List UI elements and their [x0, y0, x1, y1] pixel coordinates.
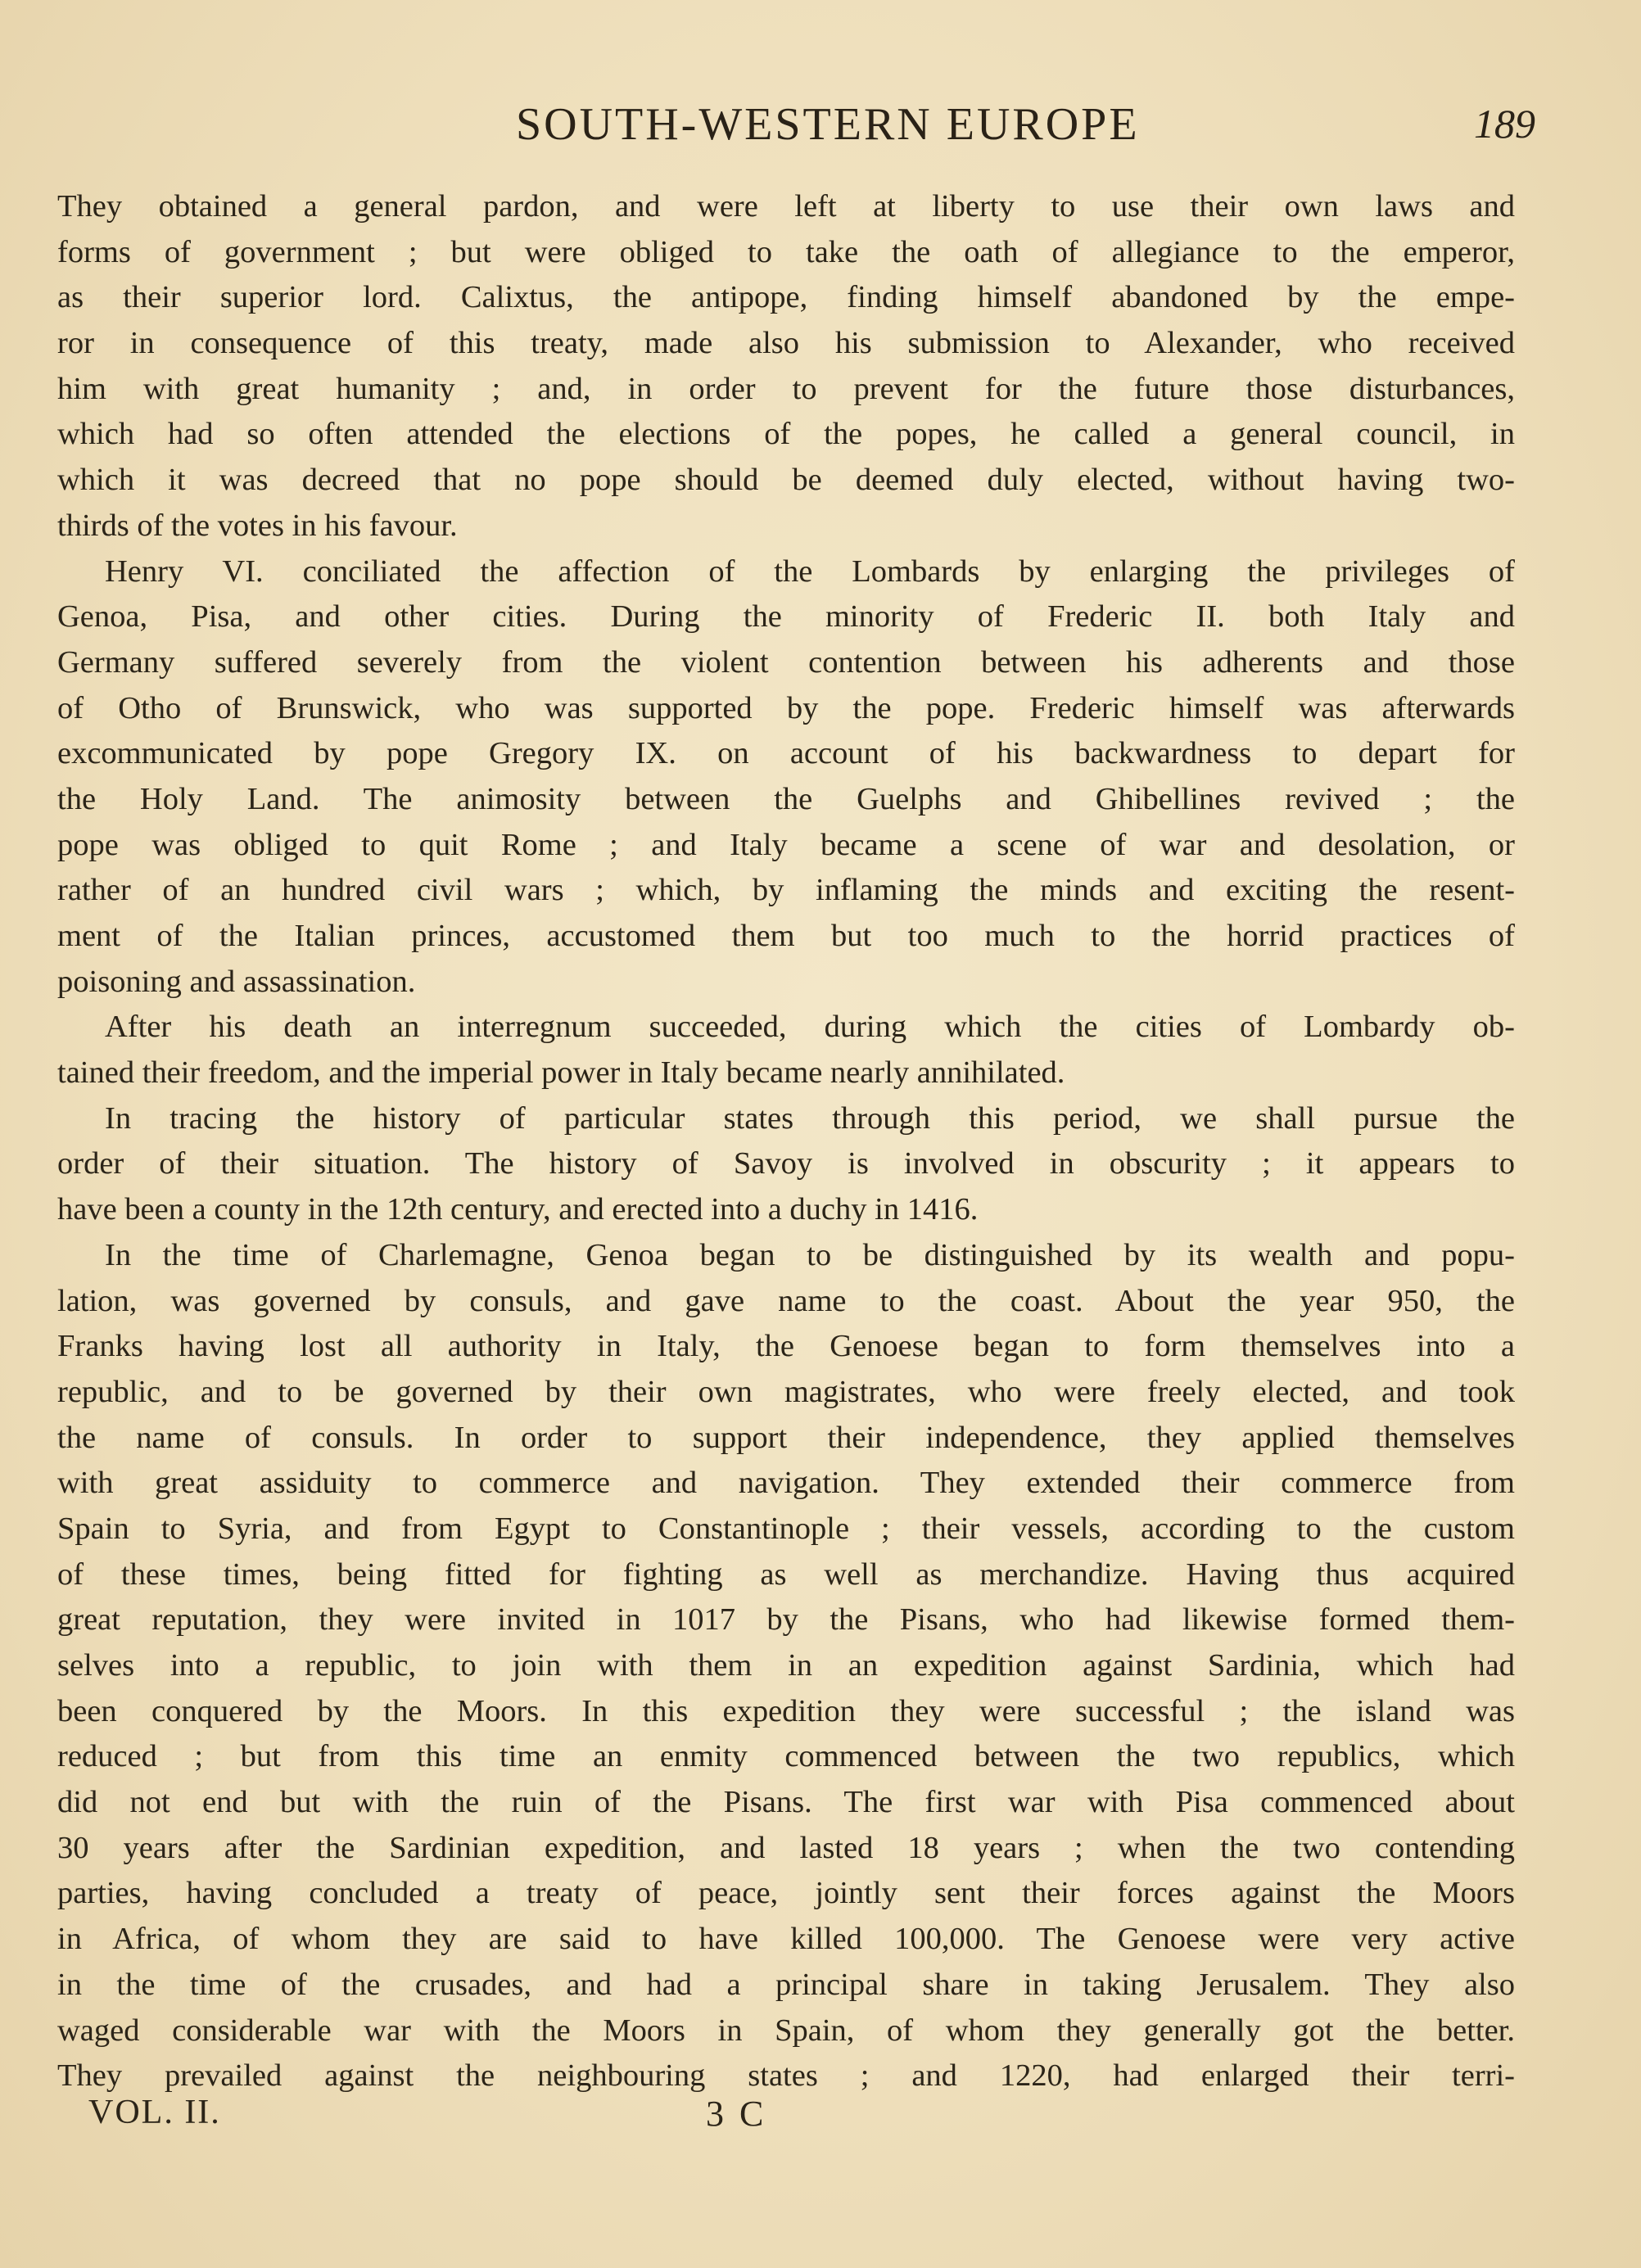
text-line: thirds of the votes in his favour. [57, 508, 458, 543]
text-line: In the time of Charlemagne, Genoa began to be distinguished by its wealth and popu- [105, 1237, 1515, 1272]
text-line: of these times, being fitted for fighting as well as merchandize. Having thus acquired [57, 1556, 1515, 1592]
volume-label: VOL. II. [88, 2094, 221, 2131]
text-line: waged considerable war with the Moors in Spain, of whom they generally got the better. [57, 2013, 1515, 2048]
text-line: excommunicated by pope Gregory IX. on account of his backwardness to depart for [57, 736, 1515, 771]
text-line: republic, and to be governed by their own magistrates, who were freely elected, and took [57, 1374, 1515, 1409]
text-line: They obtained a general pardon, and were left at liberty to use their own laws and [57, 189, 1515, 224]
text-line: which had so often attended the elections of the popes, he called a general council, in [57, 417, 1515, 452]
text-line: did not end but with the ruin of the Pisans. The first war with Pisa commenced about [57, 1785, 1515, 1820]
text-line: as their superior lord. Calixtus, the antipope, finding himself abandoned by the empe- [57, 280, 1515, 315]
page-title: SOUTH-WESTERN EUROPE [516, 99, 1140, 150]
text-line: the Holy Land. The animosity between the Guelphs and Ghibellines revived ; the [57, 781, 1515, 816]
text-line: parties, having concluded a treaty of peace, jointly sent their forces against the Moors [57, 1876, 1515, 1911]
text-line: selves into a republic, to join with them in an expedition against Sardinia, which had [57, 1648, 1515, 1683]
signature-mark: 3 C [706, 2094, 767, 2134]
text-line: poisoning and assassination. [57, 964, 416, 999]
text-line: Spain to Syria, and from Egypt to Constantinople ; their vessels, according to the custom [57, 1511, 1515, 1546]
page-number: 189 [1474, 101, 1535, 147]
text-line: Henry VI. conciliated the affection of the Lombards by enlarging the privileges of [105, 553, 1515, 589]
text-line: ror in consequence of this treaty, made also his submission to Alexander, who received [57, 326, 1515, 361]
text-line: lation, was governed by consuls, and gave name to the coast. About the year 950, the [57, 1283, 1515, 1318]
text-line: pope was obliged to quit Rome ; and Italy became a scene of war and desolation, or [57, 827, 1515, 862]
text-line: Franks having lost all authority in Italy, the Genoese began to form themselves into a [57, 1329, 1515, 1364]
text-line: Germany suffered severely from the violent contention between his adherents and those [57, 644, 1515, 680]
text-line: reduced ; but from this time an enmity commenced between the two republics, which [57, 1739, 1515, 1774]
text-line: of Otho of Brunswick, who was supported by the pope. Frederic himself was afterwards [57, 690, 1515, 725]
text-line: Genoa, Pisa, and other cities. During the minority of Frederic II. both Italy and [57, 599, 1515, 635]
text-line: the name of consuls. In order to support their independence, they applied themselves [57, 1420, 1515, 1455]
text-line: tained their freedom, and the imperial power in Italy became nearly annihilated. [57, 1055, 1065, 1091]
text-line: forms of government ; but were obliged to take the oath of allegiance to the emperor, [57, 234, 1515, 269]
running-head [0, 98, 1641, 164]
text-line: After his death an interregnum succeeded, during which the cities of Lombardy ob- [105, 1010, 1515, 1045]
text-line: in Africa, of whom they are said to have killed 100,000. The Genoese were very active [57, 1922, 1515, 1957]
text-line: been conquered by the Moors. In this expedition they were successful ; the island was [57, 1693, 1515, 1728]
text-line: order of their situation. The history of Savoy is involved in obscurity ; it appears to [57, 1146, 1515, 1181]
text-line: In tracing the history of particular states through this period, we shall pursue the [105, 1100, 1515, 1136]
text-line: ment of the Italian princes, accustomed them but too much to the horrid practices of [57, 919, 1515, 953]
text-line: which it was decreed that no pope should be deemed duly elected, without having two- [57, 463, 1515, 498]
page-footer [0, 2093, 1641, 2150]
text-line: him with great humanity ; and, in order to prevent for the future those disturbances, [57, 371, 1515, 406]
text-line: with great assiduity to commerce and navigation. They extended their commerce from [57, 1466, 1515, 1501]
body-text [57, 184, 1515, 2099]
text-line: in the time of the crusades, and had a principal share in taking Jerusalem. They also [57, 1967, 1515, 2002]
text-line: have been a county in the 12th century, and erected into a duchy in 1416. [57, 1192, 979, 1227]
text-line: rather of an hundred civil wars ; which, by inflaming the minds and exciting the resent- [57, 873, 1515, 908]
text-line: 30 years after the Sardinian expedition, and lasted 18 years ; when the two contending [57, 1830, 1515, 1865]
text-line: They prevailed against the neighbouring states ; and 1220, had enlarged their terri- [57, 2058, 1515, 2094]
text-line: great reputation, they were invited in 1017 by the Pisans, who had likewise formed them- [57, 1602, 1515, 1638]
